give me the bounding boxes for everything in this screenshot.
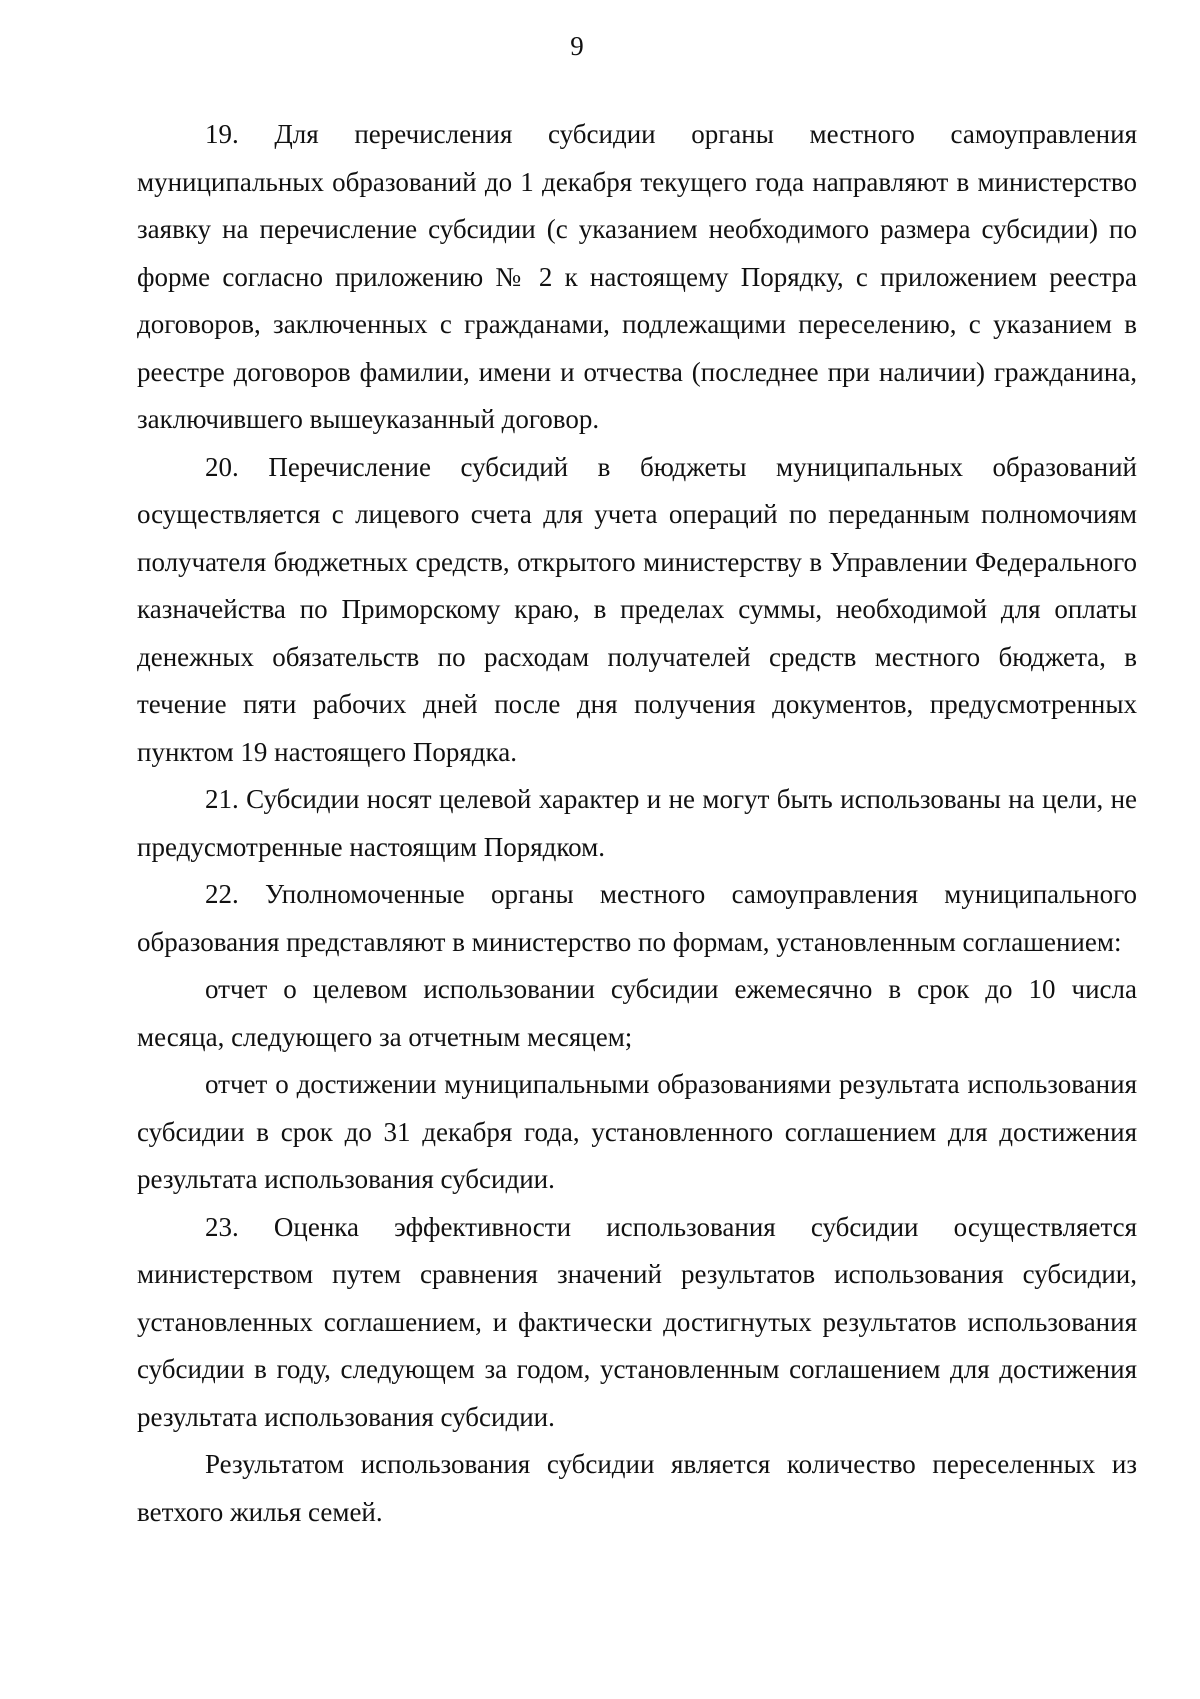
paragraph-22: 22. Уполномоченные органы местного самоуправления муниципального образования представляют в министерство по формам, установленным соглашением: — [137, 879, 1137, 957]
paragraph-22-report-monthly: отчет о целевом использовании субсидии ежемесячно в срок до 10 числа месяца, следующего за отчетным месяцем; — [137, 974, 1137, 1052]
paragraph-19: 19. Для перечисления субсидии органы местного самоуправления муниципальных образований до 1 декабря текущего года направляют в министерство заявку на перечисление субсидии (с указанием необходимого размера субсидии) по форме согласно приложению № 2 к настоящему Порядку, с приложением реестра договоров, заключенных с гражданами, подлежащими переселению, с указанием в реестре договоров фамилии, имени и отчества (последнее при наличии) гражданина, заключившего вышеуказанный договор. — [137, 119, 1137, 434]
paragraph-23: 23. Оценка эффективности использования субсидии осуществляется министерством путем сравнения значений результатов использования субсидии, установленных соглашением, и фактически достигнутых результатов использования субсидии в году, следующем за годом, установленным соглашением для достижения результата использования субсидии. — [137, 1211, 1137, 1432]
paragraph-22-report-result: отчет о достижении муниципальными образованиями результата использования субсидии в срок до 31 декабря года, установленного соглашением для достижения результата использования субсидии. — [137, 1069, 1137, 1194]
document-body — [137, 111, 1137, 1536]
paragraph-21: 21. Субсидии носят целевой характер и не могут быть использованы на цели, не предусмотренные настоящим Порядком. — [137, 784, 1137, 862]
paragraph-result: Результатом использования субсидии является количество переселенных из ветхого жилья семей. — [137, 1449, 1137, 1527]
page-number: 9 — [570, 31, 584, 61]
paragraph-20: 20. Перечисление субсидий в бюджеты муниципальных образований осуществляется с лицевого счета для учета операций по переданным полномочиям получателя бюджетных средств, открытого министерству в Управлении Федерального казначейства по Приморскому краю, в пределах суммы, необходимой для оплаты денежных обязательств по расходам получателей средств местного бюджета, в течение пяти рабочих дней после дня получения документов, предусмотренных пунктом 19 настоящего Порядка. — [137, 451, 1137, 767]
